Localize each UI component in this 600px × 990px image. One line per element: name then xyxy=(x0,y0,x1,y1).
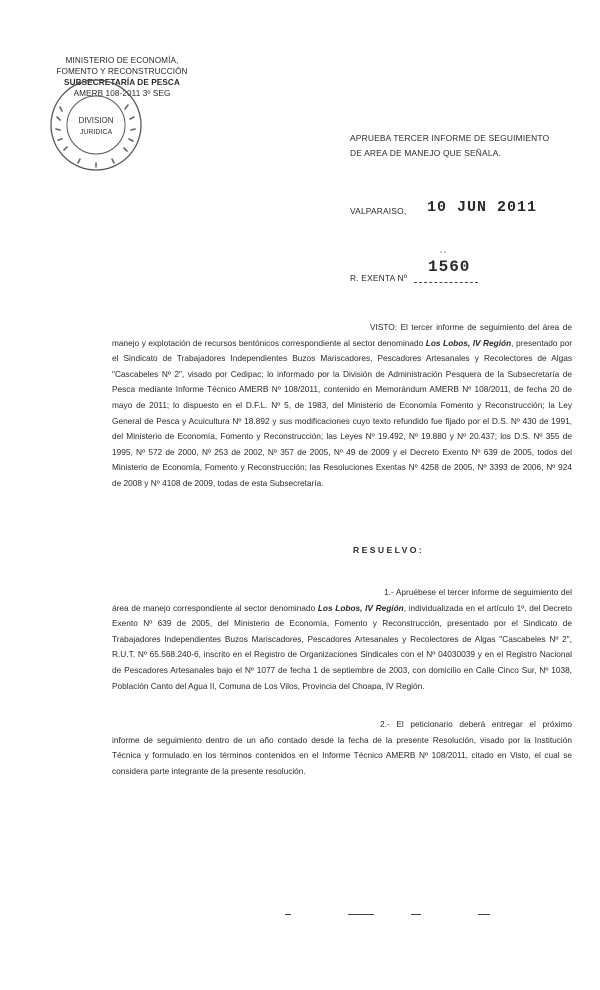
resolution-number: 1560 xyxy=(428,258,471,276)
subject-line-2: DE AREA DE MANEJO QUE SEÑALA. xyxy=(350,148,502,158)
letterhead-subsecretaria: SUBSECRETARÍA DE PESCA xyxy=(64,78,180,87)
resolution-number-label: R. EXENTA Nº xyxy=(350,273,407,283)
article-1-paragraph xyxy=(112,585,572,694)
footer-dash-2 xyxy=(348,914,374,915)
footer-dash-4 xyxy=(478,914,490,915)
resolution-number-mark: " " xyxy=(440,252,446,258)
date-stamp: 10 JUN 2011 xyxy=(427,199,538,216)
article-1-text-2: , individualizada en el artículo 1º, del Decreto Exento Nº 639 de 2005, del Ministerio de Economía, Fomento y Reconstrucción, presentado por el Sindicato de Trabajadores Independientes Buzos Mariscadores, Pescadores Artesanales y Recolectores de Algas "Cascabeles Nº 2", R.U.T. Nº 65.568.240-6, inscrito en el Registro de Organizaciones Sindicales con el Nº 04030039 y en el Registro Nacional de Pescadores Artesanales bajo el Nº 1077 de fecha 1 de septiembre de 2003, con domicilio en Calle Cinco Sur, Nº 1038, Población Canto del Agua II, Comuna de Los Vilos, Provincia del Choapa, IV Región. xyxy=(112,602,573,691)
article-2-text: 2.- El peticionario deberá entregar el próximo informe de seguimiento dentro de un año contado desde la fecha de la presente Resolución, visado por la Institución Técnica y formulado en los términos contenidos en el Informe Técnico AMERB Nº 108/2011, citado en Visto, el cual se considera parte integrante de la presente resolución. xyxy=(112,719,572,776)
visto-text-2: , presentado por el Sindicato de Trabajadores Independientes Buzos Mariscadores, Pescadores Artesanales y Recolectores de Algas "Cascabeles Nº 2", visado por Cedipac; lo informado por la División de Administración Pesquera de la Subsecretaría de Pesca mediante Informe Técnico AMERB Nº 108/2011, contenido en Memorándum AMERB Nº 108/2011, de fecha 20 de mayo de 2011; lo dispuesto en el D.F.L. Nº 5, de 1983, del Ministerio de Economía Fomento y Reconstrucción; la Ley General de Pesca y Acuicultura Nº 18.892 y sus modificaciones cuyo texto refundido fue fijado por el D.S. Nº 430 de 1991, del Ministerio de Economía, Fomento y Reconstrucción; las Leyes Nº 19.492, Nº 19.880 y Nº 20.437; los D.S. Nº 355 de 1995, Nº 572 de 2000, Nº 253 de 2002, Nº 357 de 2005, Nº 49 de 2009 y el Decreto Exento Nº 639 de 2005, todos del Ministerio de Economía, Fomento y Reconstrucción; las Resoluciones Exentas Nº 4258 de 2005, Nº 3393 de 2006, Nº 924 de 2008 y Nº 4108 de 2009, todas de esta Subsecretaría. xyxy=(112,337,572,488)
article-1-sector-name: Los Lobos, IV Región xyxy=(317,602,404,613)
visto-text-1: VISTO: El tercer informe de seguimiento del área de manejo y explotación de recursos bentónicos correspondiente al sector denominado xyxy=(112,322,572,348)
footer-dash-3 xyxy=(411,914,421,915)
letterhead-ministry-cont: FOMENTO Y RECONSTRUCCIÓN xyxy=(56,67,188,76)
visto-sector-name: Los Lobos, IV Región xyxy=(425,337,512,348)
letterhead-reference: AMERB 108-2011 3º SEG xyxy=(73,89,171,98)
article-1-text-1: 1.- Apruébese el tercer informe de seguimiento del área de manejo correspondiente al sector denominado xyxy=(112,587,572,613)
footer-dash-1 xyxy=(285,914,291,915)
visto-paragraph xyxy=(112,320,572,492)
resolution-number-blank xyxy=(414,282,478,283)
resuelvo-heading: RESUELVO: xyxy=(353,545,425,555)
division-juridica-stamp xyxy=(48,77,144,173)
place-label: VALPARAISO, xyxy=(350,206,407,216)
article-2-paragraph xyxy=(112,717,572,779)
stamp-text-division: DIVISION xyxy=(78,116,114,125)
subject-line-1: APRUEBA TERCER INFORME DE SEGUIMIENTO xyxy=(350,133,550,143)
stamp-text-juridica: JURIDICA xyxy=(79,129,113,136)
letterhead-ministry: MINISTERIO DE ECONOMÍA, xyxy=(65,56,179,65)
resolution-subject xyxy=(350,131,549,161)
